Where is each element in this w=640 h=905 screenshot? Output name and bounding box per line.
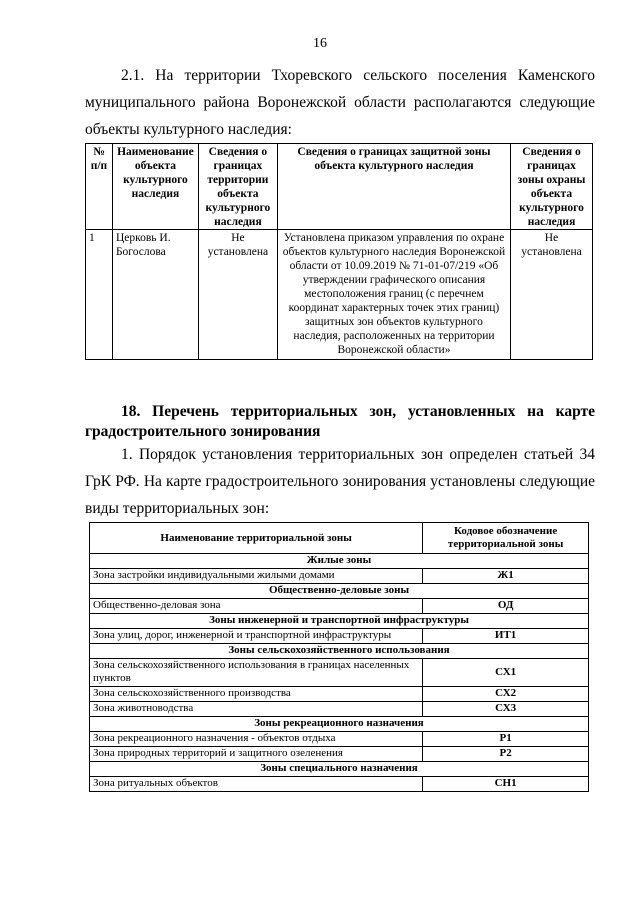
zone-group-row: [90, 584, 589, 599]
zone-code: Р1: [423, 732, 589, 747]
zone-group-title: Зоны инженерной и транспортной инфраструктуры: [90, 614, 589, 629]
zone-code: СН1: [423, 777, 589, 792]
table-row: [90, 629, 589, 644]
zone-group-row: [90, 717, 589, 732]
header-territory-bounds: Сведения о границах территории объекта культурного наследия: [198, 144, 277, 230]
zone-name: Зона ритуальных объектов: [90, 777, 423, 792]
section-18-paragraph: [85, 441, 595, 522]
header-protection-zone: Сведения о границах зоны охраны объекта культурного наследия: [511, 144, 593, 230]
zone-name: Зона животноводства: [90, 702, 423, 717]
header-zone-code: Кодовое обозначение территориальной зоны: [423, 523, 589, 554]
zone-group-title: Зоны сельскохозяйственного использования: [90, 644, 589, 659]
header-object-name: Наименование объекта культурного наследия: [112, 144, 198, 230]
zone-group-row: [90, 762, 589, 777]
table-row: [90, 659, 589, 687]
header-protective-zone: Сведения о границах защитной зоны объекта культурного наследия: [277, 144, 510, 230]
row-num: 1: [86, 230, 113, 360]
row-object-name: Церковь И. Богослова: [112, 230, 198, 360]
page-number: 16: [313, 36, 327, 51]
heritage-objects-table: [85, 143, 593, 360]
section-18-para-rest: ГрК РФ. На карте градостроительного зонирования установлены следующие виды территориальных зон:: [85, 473, 595, 517]
zone-code: СХ1: [423, 659, 589, 687]
table-row: [90, 732, 589, 747]
section-2-1-rest: муниципального района Воронежской области располагаются следующие объекты культурного наследия:: [85, 94, 595, 138]
table-row: [86, 230, 593, 360]
zones-table-body: [90, 554, 589, 792]
header-num: № п/п: [86, 144, 113, 230]
zone-name: Зона сельскохозяйственного использования в границах населенных пунктов: [90, 659, 423, 687]
zone-code: СХ2: [423, 687, 589, 702]
zone-group-row: [90, 614, 589, 629]
table-row: [90, 777, 589, 792]
section-18-title-line1: 18. Перечень территориальных зон, установленных на карте: [121, 403, 595, 420]
zone-group-row: [90, 554, 589, 569]
row-territory: Не установлена: [198, 230, 277, 360]
zone-group-title: Жилые зоны: [90, 554, 589, 569]
section-2-1-paragraph: [85, 62, 595, 143]
zone-group-title: Зоны специального назначения: [90, 762, 589, 777]
zone-group-row: [90, 644, 589, 659]
zone-name: Зона рекреационного назначения - объектов отдыха: [90, 732, 423, 747]
table-row: [90, 599, 589, 614]
zone-name: Зона природных территорий и защитного озеленения: [90, 747, 423, 762]
table-row: [90, 569, 589, 584]
zone-code: Ж1: [423, 569, 589, 584]
zone-name: Зона сельскохозяйственного производства: [90, 687, 423, 702]
zone-name: Общественно-деловая зона: [90, 599, 423, 614]
table-row: [90, 747, 589, 762]
zone-code: Р2: [423, 747, 589, 762]
zone-code: ОД: [423, 599, 589, 614]
zone-group-title: Зоны рекреационного назначения: [90, 717, 589, 732]
section-18-para-line1: 1. Порядок установления территориальных зон определен статьей 34: [121, 446, 595, 463]
zone-group-title: Общественно-деловые зоны: [90, 584, 589, 599]
zone-code: СХ3: [423, 702, 589, 717]
section-2-1-line1: 2.1. На территории Тхоревского сельского поселения Каменского: [121, 67, 595, 84]
section-18-title-rest: градостроительного зонирования: [85, 423, 321, 440]
table-row: [90, 687, 589, 702]
zone-code: ИТ1: [423, 629, 589, 644]
heritage-header-row: [86, 144, 593, 230]
row-protective-zone: Установлена приказом управления по охране объектов культурного наследия Воронежской области от 10.09.2019 № 71-01-07/219 «Об утверждении графического описания местоположения границ (с перечнем координат характерных точек этих границ) защитных зон объектов культурного наследия, расположенных на территории Воронежской области»: [277, 230, 510, 360]
zone-name: Зона застройки индивидуальными жилыми домами: [90, 569, 423, 584]
header-zone-name: Наименование территориальной зоны: [90, 523, 423, 554]
territorial-zones-table: [89, 522, 589, 792]
row-protection-zone: Не установлена: [511, 230, 593, 360]
table-row: [90, 702, 589, 717]
section-18-title: [85, 402, 595, 442]
zone-name: Зона улиц, дорог, инженерной и транспортной инфраструктуры: [90, 629, 423, 644]
zones-header-row: [90, 523, 589, 554]
